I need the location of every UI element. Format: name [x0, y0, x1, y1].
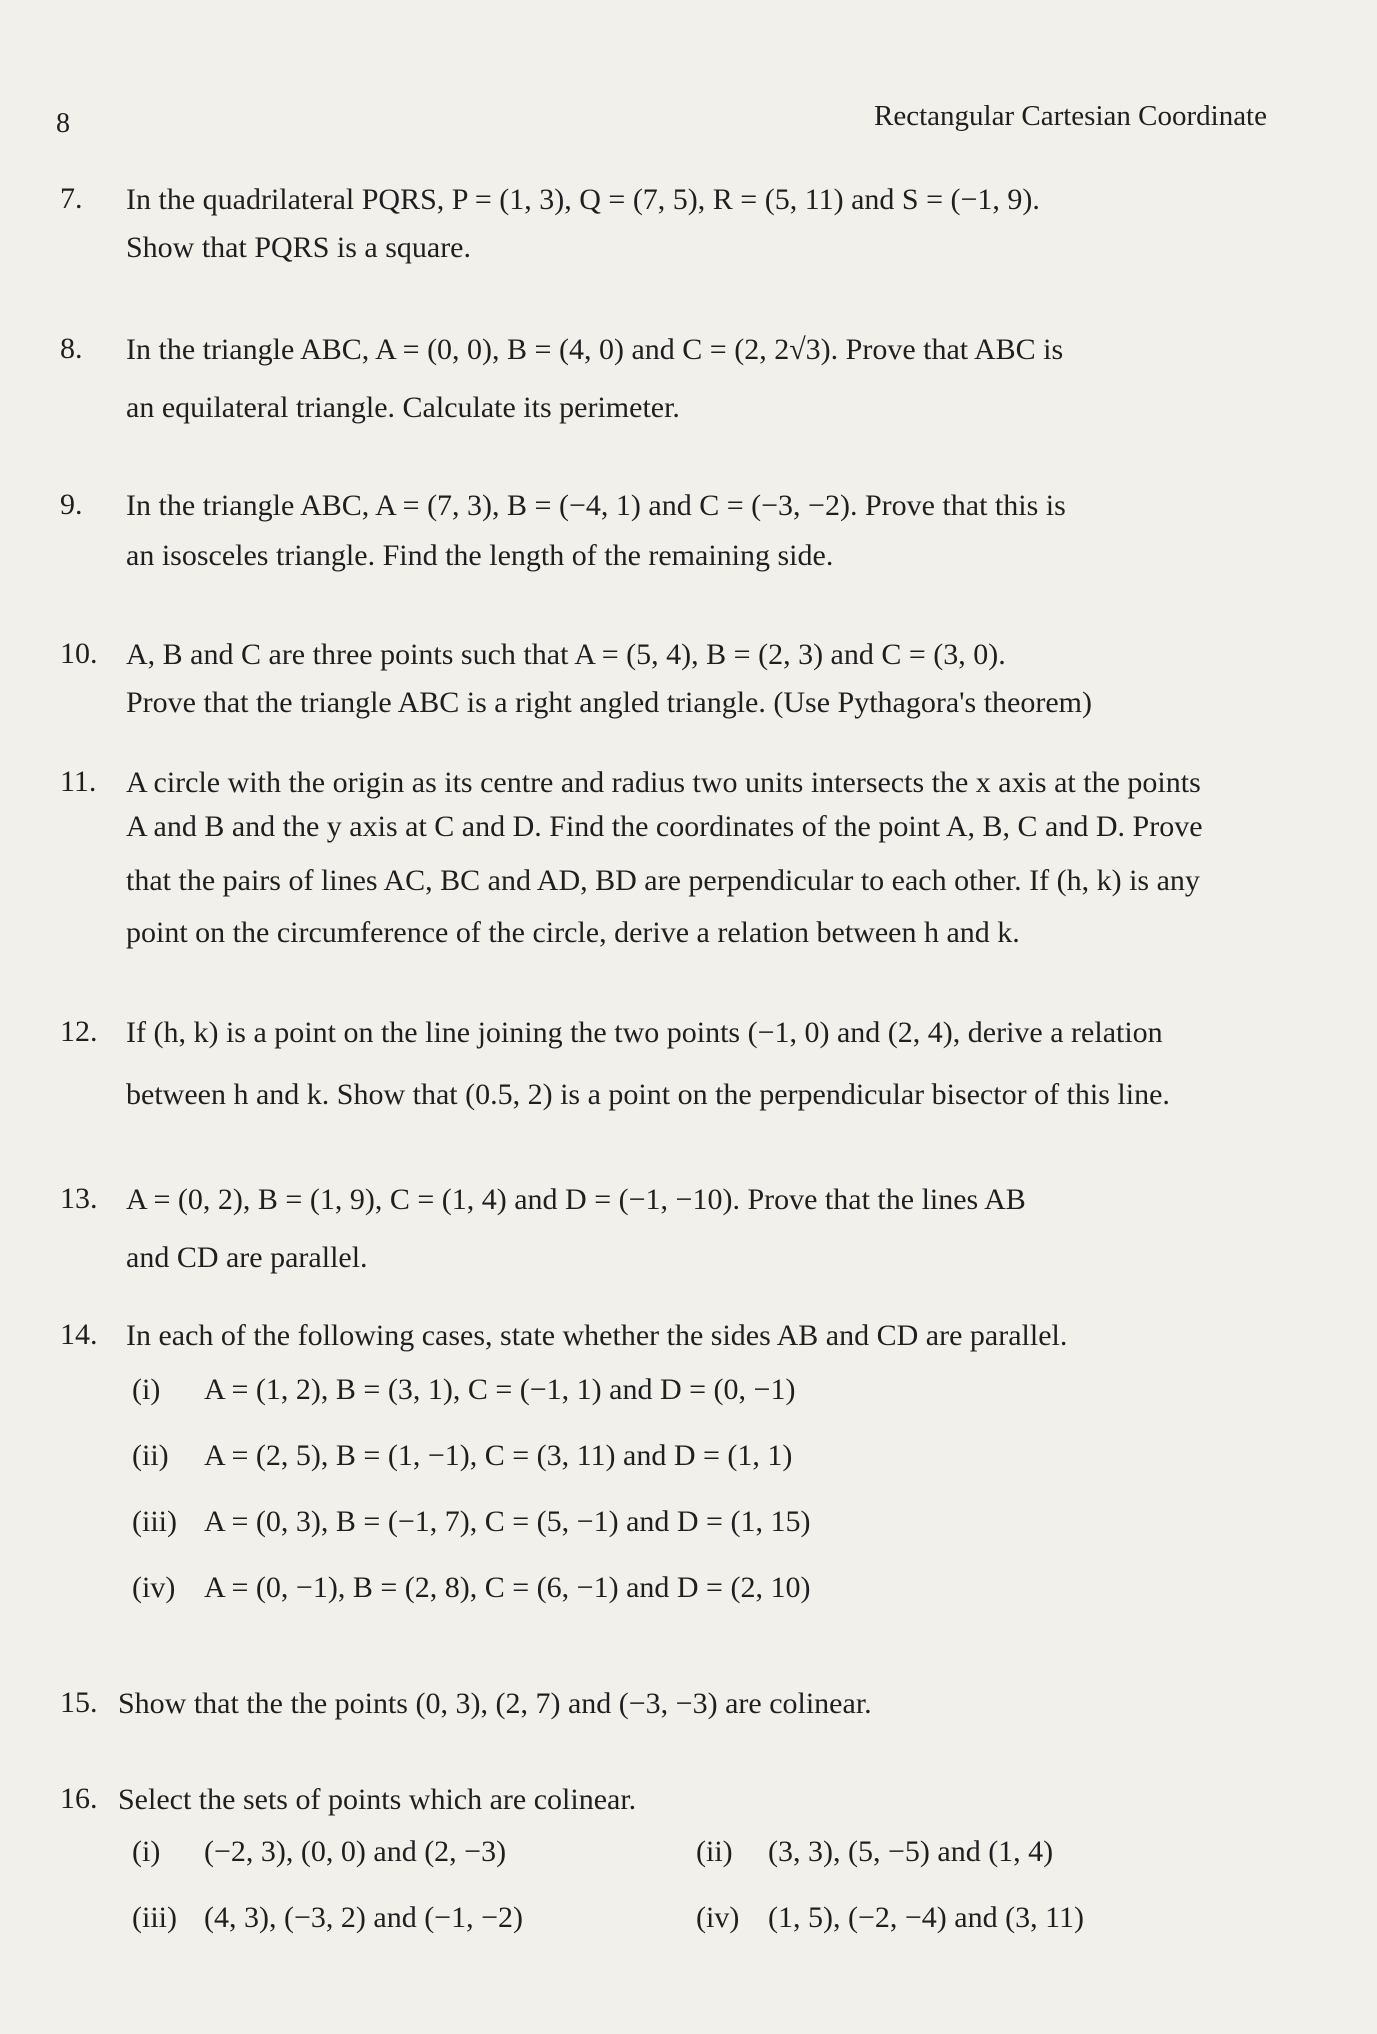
sub-question-label: (iv): [132, 1571, 176, 1604]
exercise-line: A and B and the y axis at C and D. Find the coordinates of the point A, B, C and D. Prove: [126, 810, 1203, 843]
sub-question-label: (iii): [132, 1901, 177, 1934]
sub-question-text: A = (2, 5), B = (1, −1), C = (3, 11) and D = (1, 1): [204, 1439, 793, 1472]
exercise-number: 14.: [60, 1318, 98, 1351]
sub-question-iv: [696, 1900, 1084, 1936]
exercise-number: 13.: [60, 1182, 98, 1215]
sub-question-ii: [132, 1438, 792, 1474]
sub-question-label: (iii): [132, 1505, 177, 1538]
sub-question-text: A = (1, 2), B = (3, 1), C = (−1, 1) and D = (0, −1): [204, 1373, 796, 1406]
exercise-line: A, B and C are three points such that A = (5, 4), B = (2, 3) and C = (3, 0).: [126, 638, 1006, 671]
exercise-number: 7.: [60, 182, 83, 215]
exercise-line: an equilateral triangle. Calculate its perimeter.: [126, 391, 680, 424]
exercise-number: 11.: [60, 765, 97, 798]
exercise-line: Prove that the triangle ABC is a right angled triangle. (Use Pythagora's theorem): [126, 686, 1093, 719]
sub-question-ii: [696, 1834, 1053, 1870]
exercise-line: In the triangle ABC, A = (0, 0), B = (4, 0) and C = (2, 2√3). Prove that ABC is: [126, 333, 1064, 366]
exercise-line: and CD are parallel.: [126, 1241, 368, 1274]
running-title: Rectangular Cartesian Coordinate: [874, 100, 1267, 132]
exercise-number: 10.: [60, 637, 98, 670]
exercise-line: Show that PQRS is a square.: [126, 231, 471, 264]
exercise-number: 12.: [60, 1015, 98, 1048]
exercise-intro: Select the sets of points which are colinear.: [118, 1783, 637, 1816]
exercise-number: 8.: [60, 332, 83, 365]
exercise-number: 9.: [60, 488, 83, 521]
exercise-line: point on the circumference of the circle, derive a relation between h and k.: [126, 916, 1020, 949]
exercise-intro: In each of the following cases, state whether the sides AB and CD are parallel.: [126, 1319, 1068, 1352]
sub-question-text: A = (0, −1), B = (2, 8), C = (6, −1) and D = (2, 10): [204, 1571, 811, 1604]
exercise-number: 15.: [60, 1686, 98, 1719]
sub-question-text: (1, 5), (−2, −4) and (3, 11): [768, 1901, 1084, 1934]
exercise-line: A circle with the origin as its centre and radius two units intersects the x axis at the points: [126, 766, 1201, 799]
exercise-line: Show that the the points (0, 3), (2, 7) and (−3, −3) are colinear.: [118, 1687, 872, 1720]
page-number: 8: [56, 108, 70, 139]
exercise-number: 16.: [60, 1782, 98, 1815]
exercise-line: In the quadrilateral PQRS, P = (1, 3), Q = (7, 5), R = (5, 11) and S = (−1, 9).: [126, 183, 1040, 216]
sub-question-i: [132, 1372, 795, 1408]
exercise-line: In the triangle ABC, A = (7, 3), B = (−4, 1) and C = (−3, −2). Prove that this is: [126, 489, 1066, 522]
exercise-line: that the pairs of lines AC, BC and AD, BD are perpendicular to each other. If (h, k) is any: [126, 864, 1200, 897]
sub-question-label: (ii): [132, 1439, 169, 1472]
sub-question-label: (iv): [696, 1901, 740, 1934]
sub-question-label: (i): [132, 1373, 161, 1406]
sub-question-text: (−2, 3), (0, 0) and (2, −3): [204, 1835, 507, 1868]
exercise-line: A = (0, 2), B = (1, 9), C = (1, 4) and D = (−1, −10). Prove that the lines AB: [126, 1183, 1026, 1216]
sub-question-text: (3, 3), (5, −5) and (1, 4): [768, 1835, 1054, 1868]
sub-question-label: (i): [132, 1835, 161, 1868]
sub-question-iii: [132, 1900, 523, 1936]
exercise-line: an isosceles triangle. Find the length of the remaining side.: [126, 539, 834, 572]
sub-question-text: A = (0, 3), B = (−1, 7), C = (5, −1) and D = (1, 15): [204, 1505, 811, 1538]
sub-question-iv: [132, 1570, 810, 1606]
sub-question-iii: [132, 1504, 810, 1540]
sub-question-label: (ii): [696, 1835, 733, 1868]
exercise-line: If (h, k) is a point on the line joining the two points (−1, 0) and (2, 4), derive a relation: [126, 1016, 1163, 1049]
sub-question-text: (4, 3), (−3, 2) and (−1, −2): [204, 1901, 524, 1934]
exercise-line: between h and k. Show that (0.5, 2) is a point on the perpendicular bisector of this line.: [126, 1078, 1170, 1111]
sub-question-i: [132, 1834, 506, 1870]
